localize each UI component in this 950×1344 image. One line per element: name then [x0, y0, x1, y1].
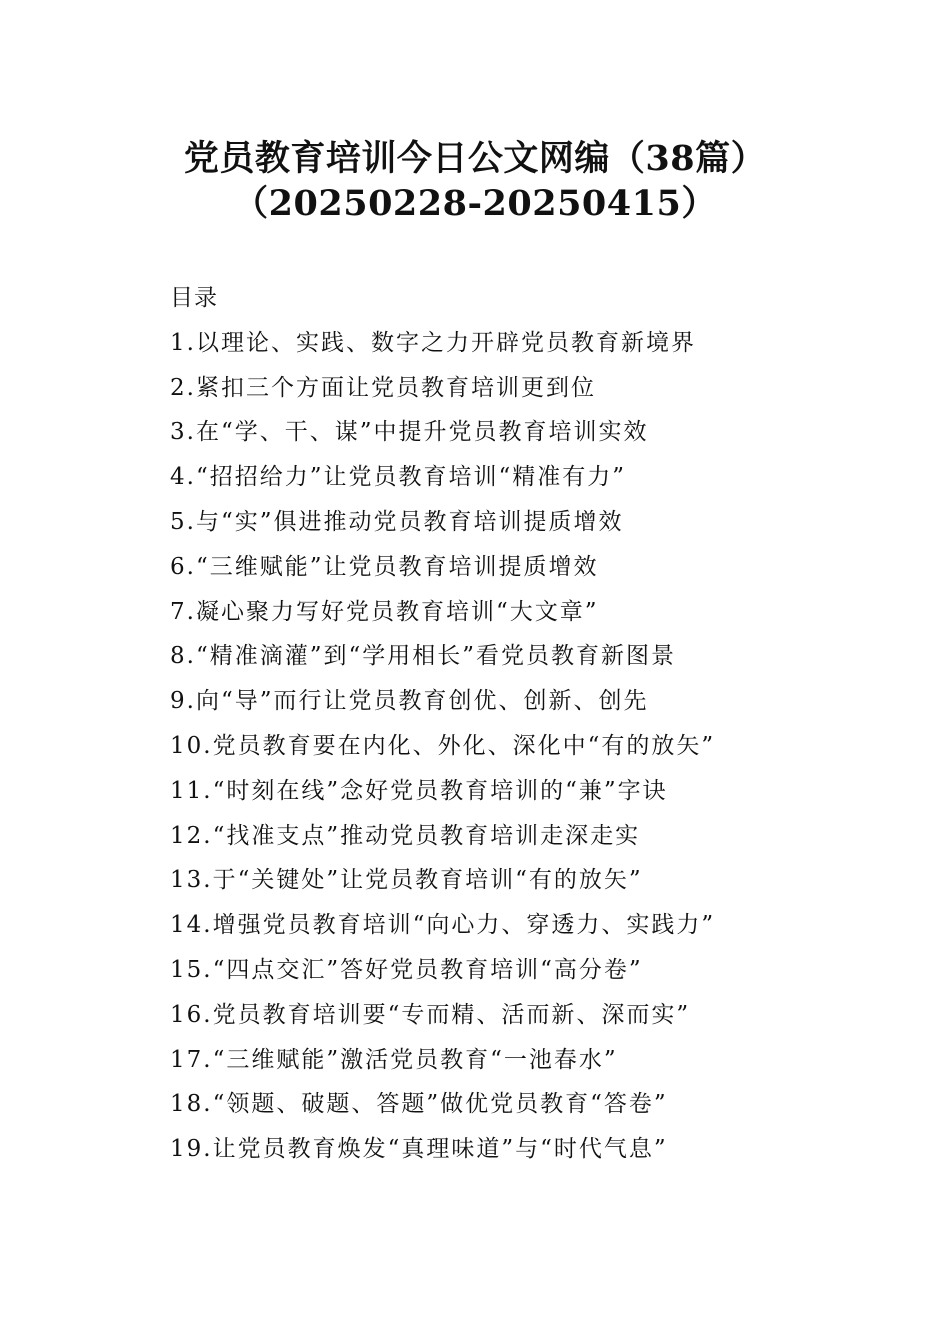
toc-item: 17.“三维赋能”激活党员教育“一池春水”: [170, 1046, 618, 1073]
toc-item: 9.向“导”而行让党员教育创优、创新、创先: [170, 688, 649, 715]
toc-item: 3.在“学、干、谋”中提升党员教育培训实效: [170, 419, 649, 446]
toc-item: 11.“时刻在线”念好党员教育培训的“兼”字诀: [170, 777, 668, 804]
document-title: 党员教育培训今日公文网编（38篇）: [183, 138, 767, 179]
toc-item: 8.“精准滴灌”到“学用相长”看党员教育新图景: [170, 643, 676, 670]
document-date-range: （20250228-20250415）: [233, 183, 717, 224]
toc-item: 2.紧扣三个方面让党员教育培训更到位: [170, 374, 596, 401]
toc-item: 18.“领题、破题、答题”做优党员教育“答卷”: [170, 1091, 668, 1118]
toc-item: 5.与“实”俱进推动党员教育培训提质增效: [170, 508, 624, 535]
table-of-contents: [170, 276, 890, 1172]
toc-heading: 目录: [170, 285, 218, 311]
toc-item: 15.“四点交汇”答好党员教育培训“高分卷”: [170, 956, 643, 983]
toc-item: 6.“三维赋能”让党员教育培训提质增效: [170, 553, 599, 580]
toc-item: 12.“找准支点”推动党员教育培训走深走实: [170, 822, 641, 849]
toc-item: 16.党员教育培训要“专而精、活而新、深而实”: [170, 1001, 691, 1028]
toc-item: 13.于“关键处”让党员教育培训“有的放矢”: [170, 867, 643, 894]
toc-item: 14.增强党员教育培训“向心力、穿透力、实践力”: [170, 912, 716, 939]
toc-item: 7.凝心聚力写好党员教育培训“大文章”: [170, 598, 599, 625]
toc-item: 19.让党员教育焕发“真理味道”与“时代气息”: [170, 1136, 668, 1163]
toc-item: 1.以理论、实践、数字之力开辟党员教育新境界: [170, 329, 696, 356]
toc-item: 10.党员教育要在内化、外化、深化中“有的放矢”: [170, 732, 716, 759]
toc-item: 4.“招招给力”让党员教育培训“精准有力”: [170, 464, 626, 491]
